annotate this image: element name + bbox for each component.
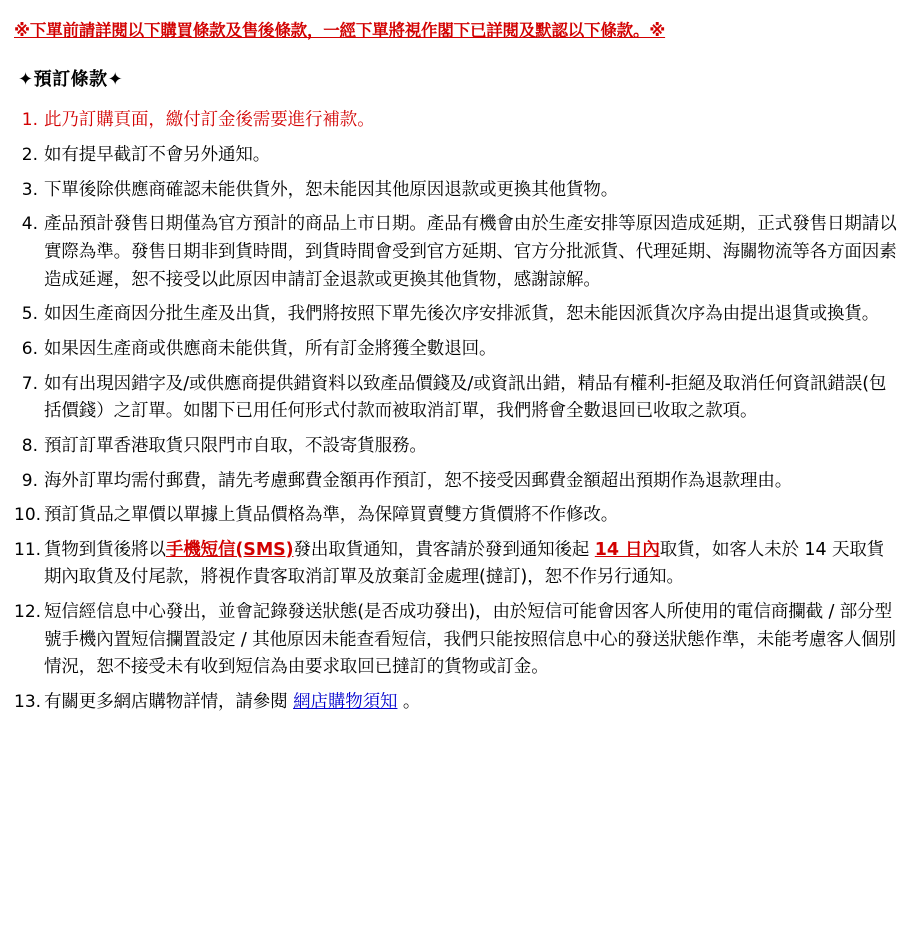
term-text-run: 貨物到貨後將以 xyxy=(44,539,166,560)
term-emphasis: 14 日內 xyxy=(594,539,660,560)
term-item xyxy=(14,537,899,592)
term-number: 1. xyxy=(21,110,38,131)
term-text xyxy=(44,537,899,592)
term-text: 如果因生產商或供應商未能供貨，所有訂金將獲全數退回。 xyxy=(44,338,497,359)
term-number: 6. xyxy=(21,338,38,359)
term-number: 5. xyxy=(21,304,38,325)
term-number: 7. xyxy=(21,373,38,394)
term-number: 11. xyxy=(14,539,42,560)
section-title: ✦預訂條款✦ xyxy=(18,68,124,90)
term-number: 9. xyxy=(21,470,38,491)
term-text: 預訂訂單香港取貨只限門市自取，不設寄貨服務。 xyxy=(44,435,427,456)
term-text xyxy=(44,689,899,717)
term-text-run: 取貨，如客人未於 14 天取貨期內取貨及付尾款，將視作貴客取消訂單及放棄訂金處理(撻訂)，恕不作另行通知。 xyxy=(44,539,885,588)
term-item xyxy=(14,468,899,496)
term-text-run: 。 xyxy=(397,691,421,712)
term-text-run: 發出取貨通知，貴客請於發到通知後起 xyxy=(293,539,595,560)
term-item xyxy=(14,689,899,717)
term-number: 12. xyxy=(14,602,42,623)
term-number: 8. xyxy=(21,435,38,456)
term-text: 下單後除供應商確認未能供貨外，恕未能因其他原因退款或更換其他貨物。 xyxy=(44,179,619,200)
top-notice: ※下單前請詳閱以下購買條款及售後條款，一經下單將視作閣下已詳閱及默認以下條款。※ xyxy=(14,21,666,40)
term-text: 此乃訂購頁面，繳付訂金後需要進行補款。 xyxy=(44,110,375,131)
term-text: 如有出現因錯字及/或供應商提供錯資料以致產品價錢及/或資訊出錯，精品有權利-拒絕及取消任何資訊錯誤(包括價錢）之訂單。如閣下已用任何形式付款而被取消訂單，我們將會全數退回已收取之款項。 xyxy=(44,373,887,422)
term-number: 2. xyxy=(21,145,38,166)
term-text: 如有提早截訂不會另外通知。 xyxy=(44,145,271,166)
term-text: 海外訂單均需付郵費，請先考慮郵費金額再作預訂，恕不接受因郵費金額超出預期作為退款理由。 xyxy=(44,470,793,491)
term-item xyxy=(14,301,899,329)
term-item xyxy=(14,177,899,205)
term-text: 如因生產商因分批生產及出貨，我們將按照下單先後次序安排派貨，恕未能因派貨次序為由提出退貨或換貨。 xyxy=(44,304,880,325)
term-text: 短信經信息中心發出，並會記錄發送狀態(是否成功發出)，由於短信可能會因客人所使用的電信商攔截 / 部分型號手機內置短信攔置設定 / 其他原因未能查看短信，我們只能按照信息中心的發送狀態作準，未能考慮客人個別情況，恕不接受未有收到短信為由要求取回已撻訂的貨物或訂金。 xyxy=(44,602,896,678)
term-text-run: 有關更多網店購物詳情，請參閱 xyxy=(44,691,294,712)
terms-list xyxy=(14,107,899,716)
term-number: 4. xyxy=(21,214,38,235)
term-number: 3. xyxy=(21,179,38,200)
term-item xyxy=(14,371,899,426)
term-text: 預訂貨品之單價以單據上貨品價格為準，為保障買賣雙方貨價將不作修改。 xyxy=(44,505,619,526)
term-text: 產品預計發售日期僅為官方預計的商品上市日期。產品有機會由於生產安排等原因造成延期，正式發售日期請以實際為準。發售日期非到貨時間，到貨時間會受到官方延期、官方分批派貨、代理延期、海關物流等各方面因素造成延遲，恕不接受以此原因申請訂金退款或更換其他貨物，感謝諒解。 xyxy=(44,214,897,290)
term-item xyxy=(14,599,899,682)
term-item xyxy=(14,336,899,364)
term-item xyxy=(14,142,899,170)
term-item xyxy=(14,107,899,135)
term-emphasis: 手機短信(SMS) xyxy=(165,539,294,560)
term-number: 10. xyxy=(14,505,42,526)
term-item xyxy=(14,433,899,461)
shop-guide-link[interactable]: 網店購物須知 xyxy=(293,691,398,712)
term-item xyxy=(14,211,899,294)
term-item xyxy=(14,502,899,530)
term-number: 13. xyxy=(14,691,42,712)
